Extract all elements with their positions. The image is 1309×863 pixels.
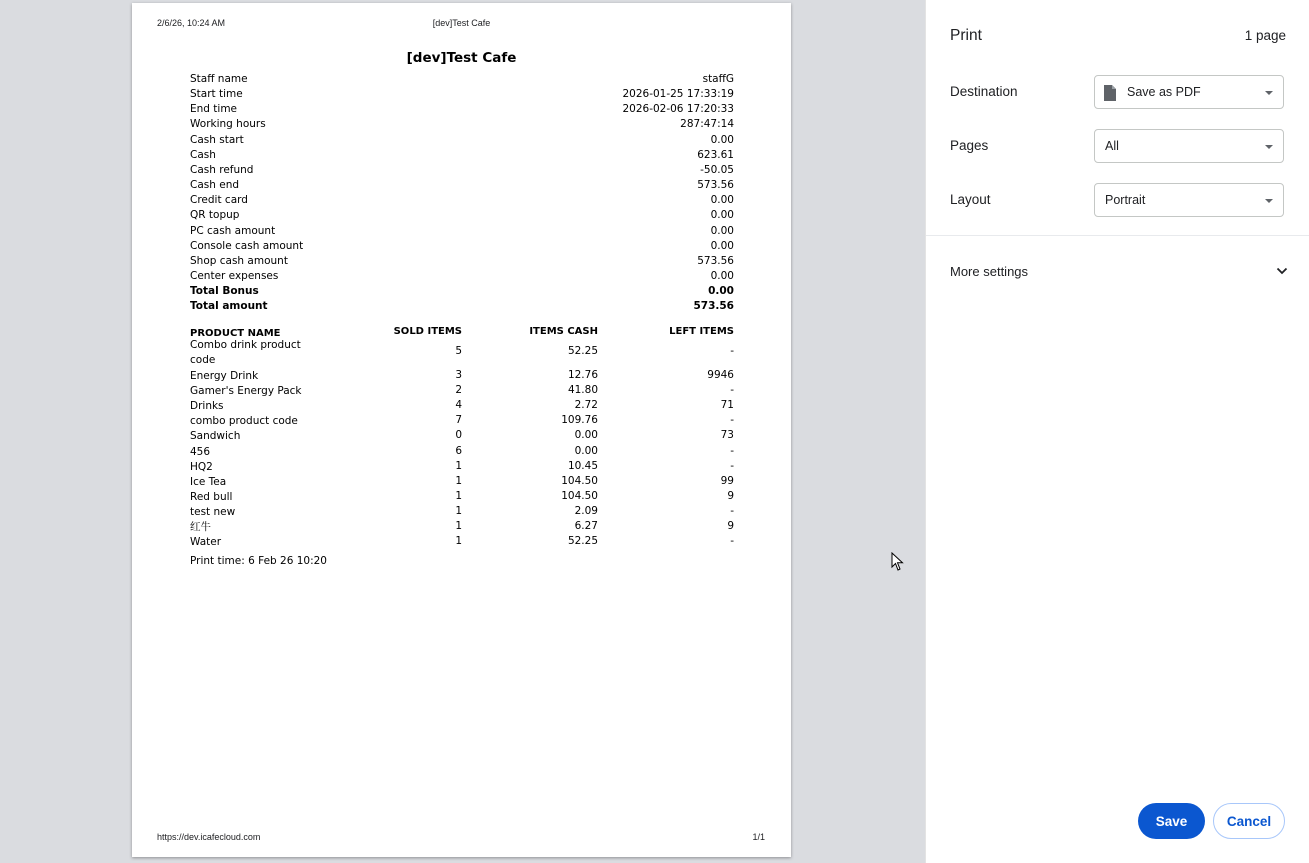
page-footer-url: https://dev.icafecloud.com [157,832,261,842]
summary-label: Cash end [190,179,240,192]
summary-value: 0.00 [710,269,734,282]
table-row [190,414,734,429]
summary-row [190,255,734,270]
summary-label: PC cash amount [190,224,276,237]
table-row [190,520,734,535]
summary-value: 2026-02-06 17:20:33 [622,103,734,116]
summary-row [190,194,734,209]
summary-label: QR topup [190,209,240,222]
summary-row [190,73,734,88]
summary-value: staffG [702,73,734,85]
product-sold: 4 [455,399,462,412]
summary-value: 573.56 [697,179,734,192]
divider [926,235,1309,236]
table-row [190,535,734,550]
product-cash: 41.80 [567,384,598,397]
summary-label: Center expenses [190,269,279,282]
summary-label: Total Bonus [190,285,259,298]
table-row [190,429,734,444]
destination-select[interactable] [1094,75,1284,109]
summary-row [190,179,734,194]
product-name: Drinks [190,400,224,413]
summary-row [190,149,734,164]
summary-value: 0.00 [708,285,734,298]
save-button[interactable]: Save [1138,803,1205,839]
summary-value: 573.56 [697,254,734,267]
product-sold: 3 [455,369,462,381]
product-name: Energy Drink [190,370,259,382]
summary-label: Staff name [190,73,248,85]
summary-value: 0.00 [710,209,734,222]
product-sold: 2 [455,384,462,397]
summary-row [190,164,734,179]
summary-label: Credit card [190,194,248,207]
product-sold: 1 [455,520,462,532]
table-row [190,475,734,490]
product-cash: 104.50 [561,489,598,502]
pages-value: All [1105,139,1119,153]
summary-label: Shop cash amount [190,254,288,267]
print-settings-panel [925,0,1309,863]
column-header: PRODUCT NAME [190,328,281,339]
summary-row [190,103,734,118]
product-left: 9 [727,489,734,502]
product-sold: 6 [455,444,462,457]
summary-label: Total amount [190,300,268,313]
table-row [190,369,734,384]
summary-row [190,134,734,149]
summary-label: Start time [190,88,243,101]
product-cash: 2.72 [574,399,598,412]
product-cash: 2.09 [574,504,598,517]
product-left: - [730,504,734,517]
page-count: 1 page [1244,28,1286,43]
cancel-button[interactable]: Cancel [1213,803,1285,839]
summary-label: Cash refund [190,163,254,176]
table-row [190,505,734,520]
pages-label: Pages [950,138,989,153]
product-sold: 1 [455,459,462,472]
product-name: 456 [190,445,211,458]
product-left: 73 [720,429,734,442]
chevron-down-icon [1265,199,1273,203]
product-left: - [730,535,734,548]
product-sold: 1 [455,504,462,517]
product-name: Ice Tea [190,475,227,488]
chevron-down-icon [1265,91,1273,95]
product-left: 9946 [707,369,734,381]
product-name: test new [190,505,236,518]
summary-row [190,118,734,133]
mouse-cursor-icon [891,552,905,572]
product-left: - [730,414,734,427]
table-row [190,490,734,505]
product-sold: 7 [455,414,462,427]
summary-row [190,209,734,224]
product-sold: 1 [455,474,462,487]
summary-label: End time [190,103,238,116]
product-left: 9 [727,520,734,532]
document-icon [1103,84,1117,102]
summary-row [190,88,734,103]
panel-title: Print [950,27,982,44]
product-name: HQ2 [190,460,213,473]
product-left: - [730,459,734,472]
destination-label: Destination [950,84,1018,99]
preview-page [132,3,791,857]
layout-label: Layout [950,192,991,207]
product-cash: 0.00 [574,429,598,442]
summary-value: 573.56 [693,300,734,313]
column-header: SOLD ITEMS [393,326,462,337]
product-name: Water [190,536,222,549]
product-cash: 109.76 [561,414,598,427]
summary-value: -50.05 [700,163,734,176]
product-left: - [730,384,734,397]
table-row [190,460,734,475]
product-name: Combo drink product code [190,339,301,366]
chevron-down-icon [1265,145,1273,149]
summary-value: 2026-01-25 17:33:19 [622,88,734,101]
product-cash: 10.45 [567,459,598,472]
layout-value: Portrait [1105,193,1146,207]
product-name: 红牛 [190,521,211,533]
layout-select[interactable] [1094,183,1284,217]
product-left: - [730,444,734,457]
product-sold: 1 [455,489,462,502]
summary-value: 287:47:14 [680,118,734,131]
product-name: Sandwich [190,430,241,443]
product-name: Red bull [190,490,233,503]
page-header-title: [dev]Test Cafe [432,18,491,28]
product-left: - [730,345,734,357]
summary-value: 0.00 [710,194,734,207]
product-cash: 12.76 [567,369,598,381]
pages-select[interactable] [1094,129,1284,163]
product-sold: 0 [455,429,462,442]
product-cash: 6.27 [574,520,598,532]
product-cash: 0.00 [574,444,598,457]
product-sold: 5 [455,345,462,357]
summary-value: 0.00 [710,239,734,252]
summary-label: Cash start [190,133,244,146]
table-row [190,445,734,460]
destination-value: Save as PDF [1127,85,1201,99]
column-header: LEFT ITEMS [669,326,734,337]
product-left: 99 [720,474,734,487]
summary-row [190,240,734,255]
summary-label: Console cash amount [190,239,304,252]
receipt-title: [dev]Test Cafe [406,50,517,66]
product-cash: 52.25 [567,345,598,357]
product-left: 71 [720,399,734,412]
product-sold: 1 [455,535,462,548]
summary-row [190,300,734,315]
more-settings-toggle[interactable]: More settings [950,264,1029,279]
product-name: Gamer's Energy Pack [190,385,302,398]
table-row [190,399,734,414]
product-cash: 52.25 [567,535,598,548]
product-cash: 104.50 [561,474,598,487]
table-row [190,338,734,366]
page-footer-number: 1/1 [752,832,765,842]
page-header-date: 2/6/26, 10:24 AM [157,18,226,28]
summary-value: 0.00 [710,224,734,237]
column-header: ITEMS CASH [529,326,598,337]
summary-value: 623.61 [697,148,734,161]
product-name: combo product code [190,415,298,428]
table-row [190,384,734,399]
chevron-down-icon[interactable] [1276,266,1288,276]
summary-label: Cash [190,148,216,161]
summary-row [190,225,734,240]
summary-row [190,285,734,300]
summary-label: Working hours [190,118,266,131]
summary-row [190,270,734,285]
print-time: Print time: 6 Feb 26 10:20 [190,555,327,567]
summary-value: 0.00 [710,133,734,146]
